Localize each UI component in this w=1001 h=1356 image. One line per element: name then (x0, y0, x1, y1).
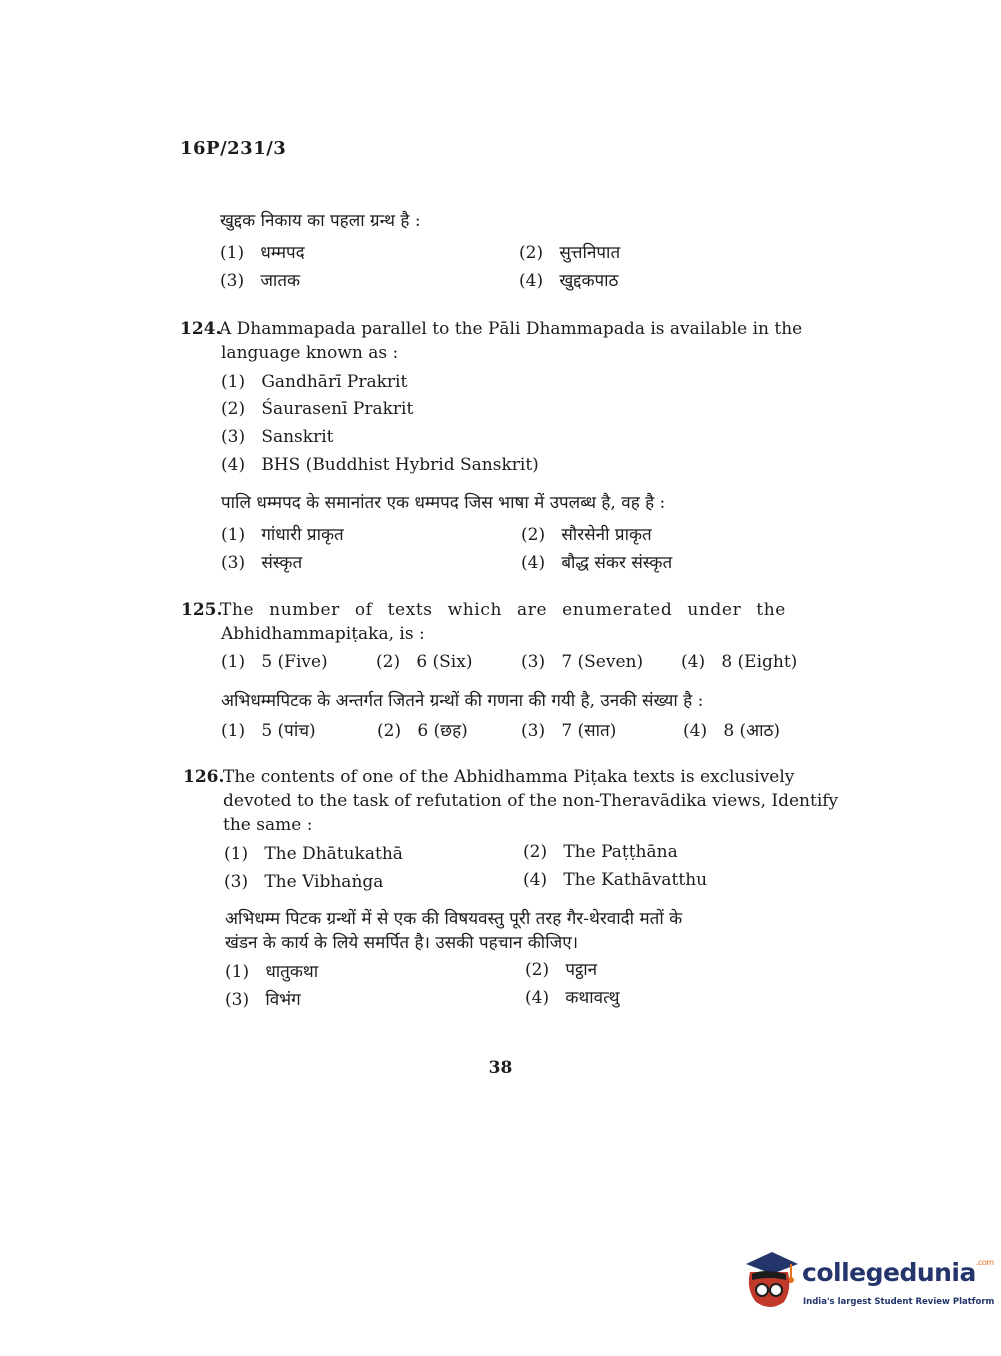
option-number: (4) (523, 870, 548, 890)
option-text: Gandhārī Prakrit (261, 372, 408, 392)
option-text: बौद्ध संकर संस्कृत (561, 553, 673, 573)
option-text: जातक (260, 271, 301, 291)
option-number: (4) (681, 652, 706, 672)
paper-code: 16P/231/3 (180, 138, 287, 159)
option-text: 7 (Seven) (561, 652, 644, 672)
collegedunia-mascot-icon (742, 1250, 800, 1312)
option-number: (3) (221, 427, 246, 447)
option-number: (4) (683, 721, 708, 741)
q126-hindi-option-2 (525, 957, 597, 980)
option-number: (3) (521, 652, 546, 672)
option-number: (1) (224, 844, 249, 864)
option-text: 8 (आठ) (723, 721, 781, 741)
q124-question-line-2: language known as : (221, 343, 399, 363)
q125-number: 125. (181, 600, 223, 620)
option-text: विभंग (265, 990, 301, 1010)
option-text: संस्कृत (261, 553, 303, 573)
option-number: (3) (224, 872, 249, 892)
option-text: Śaurasenī Prakrit (261, 399, 414, 419)
q124-number: 124. (180, 319, 222, 339)
q124-hindi-option-3 (221, 550, 302, 573)
q126-option-1 (224, 844, 403, 864)
option-number: (2) (521, 525, 546, 545)
q123-hindi-option-1 (220, 240, 305, 263)
q125-hindi-option-4 (683, 718, 780, 741)
option-text: धातुकथा (265, 962, 319, 982)
q123-hindi-option-3 (220, 268, 300, 291)
option-text: कथावत्थु (565, 988, 620, 1008)
q126-option-4 (523, 870, 707, 890)
q126-option-3 (224, 872, 383, 892)
option-text: पट्ठान (565, 960, 598, 980)
option-number: (4) (519, 271, 544, 291)
q125-hindi-option-2 (377, 718, 468, 741)
option-number: (1) (225, 962, 250, 982)
option-number: (4) (221, 455, 246, 475)
collegedunia-wordmark (802, 1258, 994, 1287)
q124-option-4 (221, 455, 539, 475)
q124-option-2 (221, 399, 413, 419)
q125-question-line-1: The number of texts which are enumerated under the (220, 600, 786, 620)
option-number: (1) (221, 372, 246, 392)
q126-question-line-3: the same : (223, 815, 313, 835)
q125-option-2 (376, 652, 472, 672)
q125-option-3 (521, 652, 643, 672)
q126-option-2 (523, 842, 678, 862)
option-number: (4) (525, 988, 550, 1008)
q123-hindi-question: खुद्दक निकाय का पहला ग्रन्थ है : (220, 211, 421, 231)
option-text: 7 (सात) (561, 721, 617, 741)
option-text: सुत्तनिपात (559, 243, 621, 263)
q126-number: 126. (183, 767, 225, 787)
q125-option-4 (681, 652, 797, 672)
option-number: (2) (523, 842, 548, 862)
option-text: 6 (Six) (416, 652, 473, 672)
option-text: The Kathāvatthu (563, 870, 708, 890)
option-number: (3) (225, 990, 250, 1010)
q125-hindi-question: अभिधम्मपिटक के अन्तर्गत जितने ग्रन्थों की गणना की गयी है, उनकी संख्या है : (221, 691, 704, 711)
q126-hindi-question-line-2: खंडन के कार्य के लिये समर्पित है। उसकी पहचान कीजिए। (225, 933, 579, 953)
brand-suffix: .com (975, 1258, 994, 1267)
q124-option-3 (221, 427, 333, 447)
option-text: The Dhātukathā (264, 844, 403, 864)
page-number: 38 (488, 1058, 513, 1078)
option-number: (2) (221, 399, 246, 419)
option-number: (2) (377, 721, 402, 741)
option-number: (1) (221, 652, 246, 672)
collegedunia-tagline: India's largest Student Review Platform (803, 1297, 995, 1307)
option-text: BHS (Buddhist Hybrid Sanskrit) (261, 455, 539, 475)
q126-hindi-question-line-1: अभिधम्म पिटक ग्रन्थों में से एक की विषयवस्तु पूरी तरह गैर-थेरवादी मतों के (225, 909, 683, 929)
option-text: The Vibhaṅga (264, 872, 384, 892)
option-number: (2) (376, 652, 401, 672)
q124-question-line-1: A Dhammapada parallel to the Pāli Dhammapada is available in the (219, 319, 803, 339)
option-number: (2) (519, 243, 544, 263)
q123-hindi-option-2 (519, 240, 620, 263)
q126-question-line-2: devoted to the task of refutation of the non-Theravādika views, Identify (223, 791, 839, 811)
q124-hindi-option-1 (221, 522, 344, 545)
q125-option-1 (221, 652, 328, 672)
option-number: (3) (521, 721, 546, 741)
option-text: Sanskrit (261, 427, 334, 447)
q125-hindi-option-1 (221, 718, 316, 741)
q126-hindi-option-1 (225, 959, 318, 982)
q124-option-1 (221, 372, 407, 392)
q126-hindi-option-4 (525, 985, 620, 1008)
option-text: 5 (Five) (261, 652, 328, 672)
q124-hindi-option-2 (521, 522, 652, 545)
option-text: 6 (छह) (417, 721, 468, 741)
option-text: 8 (Eight) (721, 652, 798, 672)
q126-hindi-option-3 (225, 987, 301, 1010)
option-text: धम्मपद (260, 243, 305, 263)
option-number: (1) (220, 243, 245, 263)
brand-name: collegedunia (802, 1258, 976, 1287)
option-number: (4) (521, 553, 546, 573)
q124-hindi-question: पालि धम्मपद के समानांतर एक धम्मपद जिस भाषा में उपलब्ध है, वह है : (221, 493, 666, 513)
option-text: सौरसेनी प्राकृत (561, 525, 652, 545)
q125-hindi-option-3 (521, 718, 616, 741)
option-text: The Paṭṭhāna (563, 842, 678, 862)
option-text: 5 (पांच) (261, 721, 316, 741)
option-number: (1) (221, 525, 246, 545)
option-text: गांधारी प्राकृत (261, 525, 344, 545)
option-number: (1) (221, 721, 246, 741)
q123-hindi-option-4 (519, 268, 618, 291)
option-text: खुद्दकपाठ (559, 271, 619, 291)
option-number: (3) (221, 553, 246, 573)
q126-question-line-1: The contents of one of the Abhidhamma Piṭaka texts is exclusively (223, 767, 795, 787)
option-number: (2) (525, 960, 550, 980)
option-number: (3) (220, 271, 245, 291)
q125-question-line-2: Abhidhammapiṭaka, is : (221, 624, 425, 644)
q124-hindi-option-4 (521, 550, 672, 573)
